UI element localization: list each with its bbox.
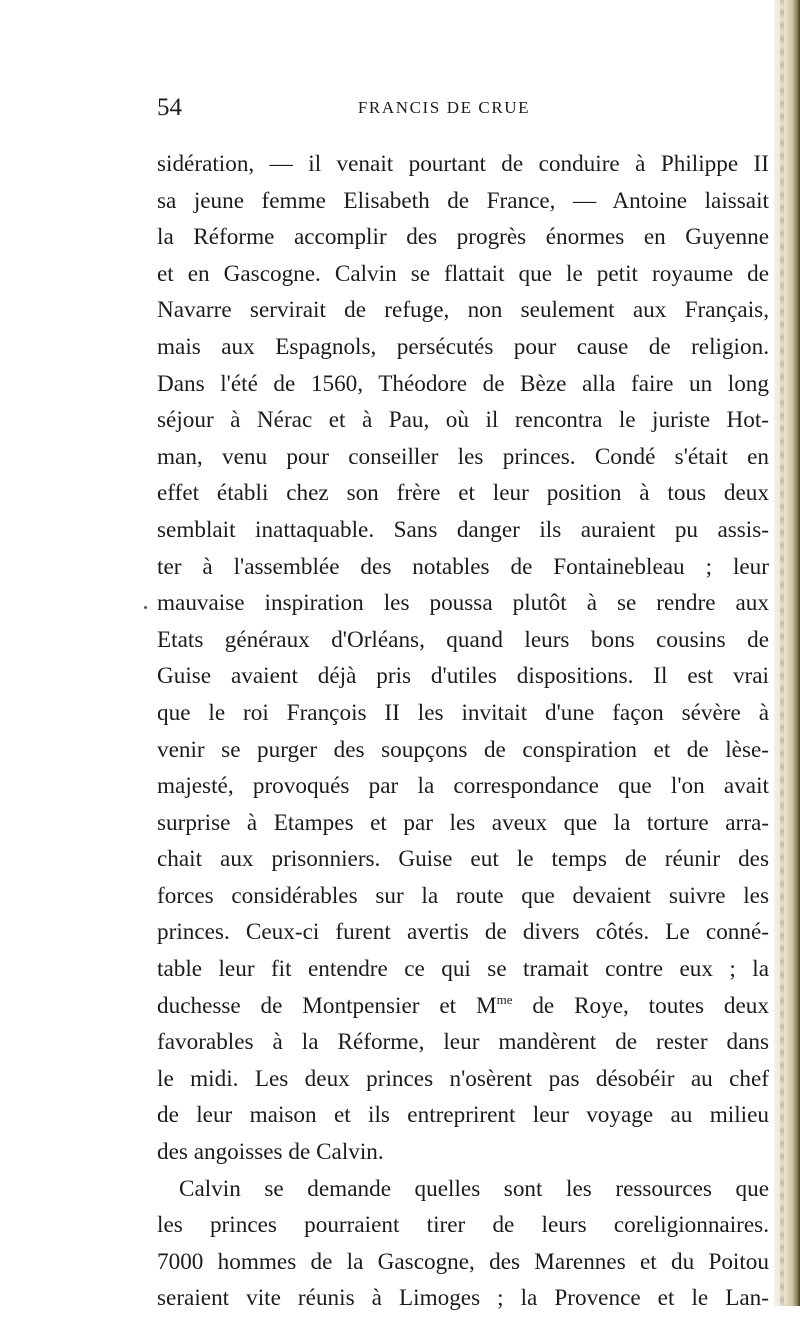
text-line: effet établi chez son frère et leur position à tous deux — [157, 480, 769, 507]
paragraph-end-line: des angoisses de Calvin. — [157, 1139, 384, 1166]
text-line: ter à l'assemblée des notables de Fontainebleau ; leur — [157, 553, 769, 580]
text-line: sidération, — il venait pourtant de conduire à Philippe II — [157, 151, 769, 177]
text-line: les princes pourraient tirer de leurs coreligionnaires. — [157, 1212, 769, 1239]
text-line: Guise avaient déjà pris d'utiles dispositions. Il est vrai — [157, 663, 769, 690]
text-line: chait aux prisonniers. Guise eut le temps de réunir des — [157, 846, 769, 873]
text-line: surprise à Etampes et par les aveux que la torture arra- — [157, 809, 769, 836]
text-line: séjour à Nérac et à Pau, où il rencontra le juriste Hot- — [157, 407, 769, 434]
text-line: que le roi François II les invitait d'une façon sévère à — [157, 699, 769, 726]
text-line: Dans l'été de 1560, Théodore de Bèze alla faire un long — [157, 370, 769, 397]
paragraph-start-line: Calvin se demande quelles sont les ressources que — [179, 1175, 769, 1202]
text-line: mauvaise inspiration les poussa plutôt à se rendre aux — [157, 590, 769, 617]
text-line: de leur maison et ils entreprirent leur voyage au milieu — [157, 1102, 769, 1129]
text-line: la Réforme accomplir des progrès énormes en Guyenne — [157, 224, 769, 251]
text-line: Etats généraux d'Orléans, quand leurs bons cousins de — [157, 626, 769, 653]
text-line: forces considérables sur la route que devaient suivre les — [157, 882, 769, 909]
text-line: princes. Ceux-ci furent avertis de divers côtés. Le conné- — [157, 919, 769, 946]
superscript-abbreviation: me — [496, 991, 513, 1007]
text-line-with-superscript — [157, 988, 769, 1025]
page-header — [157, 93, 717, 123]
text-segment: de Roye, toutes deux — [512, 992, 769, 1019]
text-line: seraient vite réunis à Limoges ; la Provence et le Lan- — [157, 1285, 769, 1312]
text-line: mais aux Espagnols, persécutés pour cause de religion. — [157, 333, 769, 360]
text-line: sa jeune femme Elisabeth de France, — Antoine laissait — [157, 187, 769, 214]
text-line: majesté, provoqués par la correspondance que l'on avait — [157, 773, 769, 800]
text-line: Navarre servirait de refuge, non seulement aux Français, — [157, 297, 769, 324]
text-line: man, venu pour conseiller les princes. Condé s'était en — [157, 443, 769, 470]
text-line: et en Gascogne. Calvin se flattait que le petit royaume de — [157, 260, 769, 287]
text-line: favorables à la Réforme, leur mandèrent de rester dans — [157, 1029, 769, 1056]
running-title: FRANCIS DE CRUE — [357, 98, 531, 117]
text-line: venir se purger des soupçons de conspiration et de lèse- — [157, 736, 769, 763]
margin-mark — [144, 606, 147, 609]
text-segment: duchesse de Montpensier et M — [157, 992, 497, 1019]
text-line: 7000 hommes de la Gascogne, des Marennes et du Poitou — [157, 1248, 769, 1275]
text-line: table leur fit entendre ce qui se tramait contre eux ; la — [157, 956, 769, 983]
text-line: semblait inattaquable. Sans danger ils auraient pu assis- — [157, 516, 769, 543]
page-edge-shadow — [774, 0, 800, 1306]
page-number: 54 — [157, 94, 182, 121]
body-text — [157, 146, 769, 1317]
text-line: le midi. Les deux princes n'osèrent pas désobéir au chef — [157, 1065, 769, 1092]
